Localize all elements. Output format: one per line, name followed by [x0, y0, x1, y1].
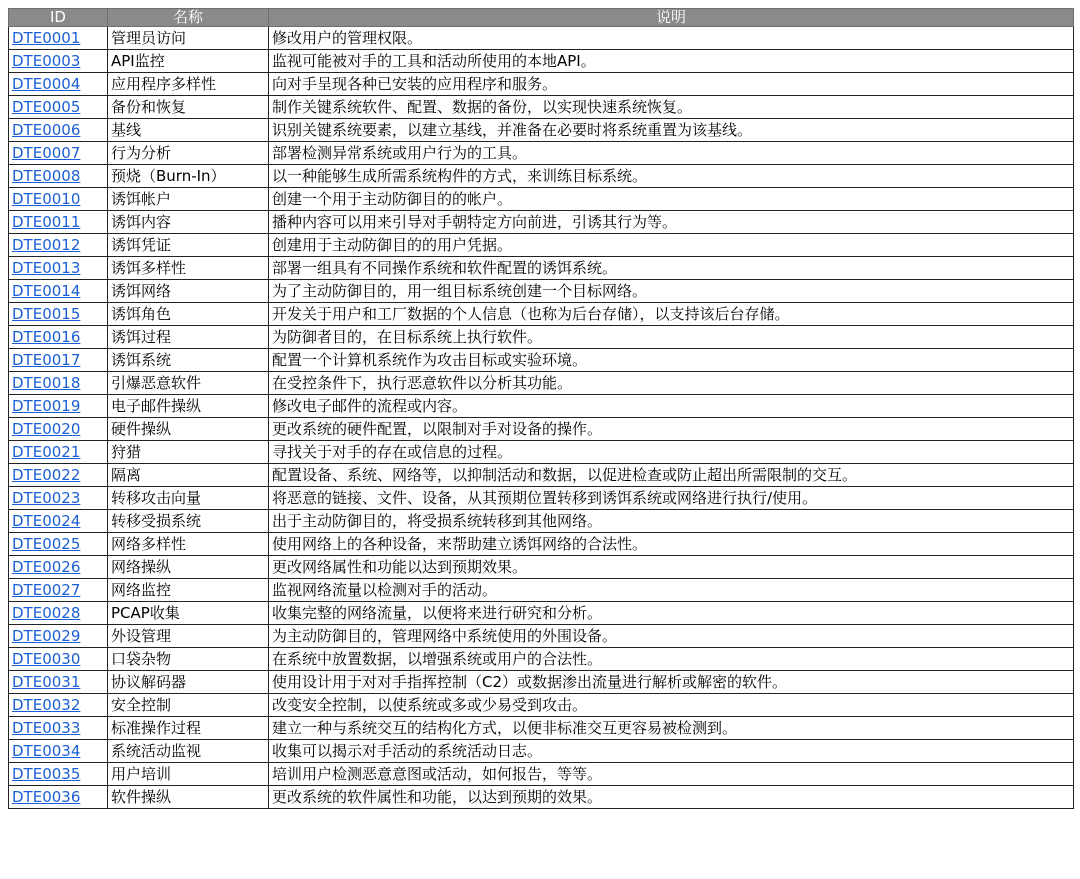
technique-name: PCAP收集 — [108, 602, 269, 625]
technique-name: 协议解码器 — [108, 671, 269, 694]
technique-name: 诱饵过程 — [108, 326, 269, 349]
technique-description: 更改系统的硬件配置，以限制对手对设备的操作。 — [269, 418, 1074, 441]
id-cell — [9, 717, 108, 740]
table-row — [9, 786, 1074, 809]
technique-id-link[interactable]: DTE0018 — [12, 374, 81, 392]
technique-name: 网络多样性 — [108, 533, 269, 556]
technique-name: 诱饵系统 — [108, 349, 269, 372]
technique-name: 基线 — [108, 119, 269, 142]
technique-description: 以一种能够生成所需系统构件的方式，来训练目标系统。 — [269, 165, 1074, 188]
technique-description: 改变安全控制，以使系统或多或少易受到攻击。 — [269, 694, 1074, 717]
technique-id-link[interactable]: DTE0010 — [12, 190, 81, 208]
technique-id-link[interactable]: DTE0022 — [12, 466, 81, 484]
header-description: 说明 — [269, 9, 1074, 27]
technique-id-link[interactable]: DTE0017 — [12, 351, 81, 369]
technique-description: 开发关于用户和工厂数据的个人信息（也称为后台存储），以支持该后台存储。 — [269, 303, 1074, 326]
technique-description: 制作关键系统软件、配置、数据的备份，以实现快速系统恢复。 — [269, 96, 1074, 119]
technique-description: 收集完整的网络流量，以便将来进行研究和分析。 — [269, 602, 1074, 625]
table-body — [9, 27, 1074, 809]
technique-description: 建立一种与系统交互的结构化方式，以便非标准交互更容易被检测到。 — [269, 717, 1074, 740]
technique-description: 更改系统的软件属性和功能，以达到预期的效果。 — [269, 786, 1074, 809]
table-row — [9, 73, 1074, 96]
table-row — [9, 27, 1074, 50]
table-row — [9, 349, 1074, 372]
technique-id-link[interactable]: DTE0028 — [12, 604, 81, 622]
id-cell — [9, 257, 108, 280]
table-row — [9, 211, 1074, 234]
technique-description: 在系统中放置数据，以增强系统或用户的合法性。 — [269, 648, 1074, 671]
technique-id-link[interactable]: DTE0011 — [12, 213, 81, 231]
technique-description: 播种内容可以用来引导对手朝特定方向前进，引诱其行为等。 — [269, 211, 1074, 234]
id-cell — [9, 234, 108, 257]
technique-id-link[interactable]: DTE0025 — [12, 535, 81, 553]
technique-name: 网络操纵 — [108, 556, 269, 579]
technique-id-link[interactable]: DTE0019 — [12, 397, 81, 415]
table-row — [9, 763, 1074, 786]
table-row — [9, 487, 1074, 510]
dte-table — [8, 8, 1074, 809]
technique-id-link[interactable]: DTE0006 — [12, 121, 81, 139]
technique-description: 为防御者目的，在目标系统上执行软件。 — [269, 326, 1074, 349]
table-row — [9, 142, 1074, 165]
table-row — [9, 372, 1074, 395]
technique-id-link[interactable]: DTE0034 — [12, 742, 81, 760]
technique-id-link[interactable]: DTE0001 — [12, 29, 81, 47]
id-cell — [9, 96, 108, 119]
technique-name: 诱饵凭证 — [108, 234, 269, 257]
id-cell — [9, 142, 108, 165]
id-cell — [9, 786, 108, 809]
table-row — [9, 96, 1074, 119]
technique-name: 软件操纵 — [108, 786, 269, 809]
id-cell — [9, 50, 108, 73]
id-cell — [9, 188, 108, 211]
table-row — [9, 694, 1074, 717]
id-cell — [9, 464, 108, 487]
technique-name: 行为分析 — [108, 142, 269, 165]
technique-id-link[interactable]: DTE0007 — [12, 144, 81, 162]
technique-id-link[interactable]: DTE0036 — [12, 788, 81, 806]
technique-id-link[interactable]: DTE0015 — [12, 305, 81, 323]
technique-name: 诱饵网络 — [108, 280, 269, 303]
table-row — [9, 418, 1074, 441]
id-cell — [9, 763, 108, 786]
table-row — [9, 257, 1074, 280]
technique-id-link[interactable]: DTE0021 — [12, 443, 81, 461]
header-row — [9, 9, 1074, 27]
technique-description: 配置设备、系统、网络等，以抑制活动和数据，以促进检查或防止超出所需限制的交互。 — [269, 464, 1074, 487]
technique-id-link[interactable]: DTE0024 — [12, 512, 81, 530]
table-row — [9, 165, 1074, 188]
table-row — [9, 395, 1074, 418]
technique-name: 转移受损系统 — [108, 510, 269, 533]
id-cell — [9, 510, 108, 533]
technique-id-link[interactable]: DTE0014 — [12, 282, 81, 300]
table-row — [9, 602, 1074, 625]
id-cell — [9, 372, 108, 395]
id-cell — [9, 119, 108, 142]
technique-name: 诱饵角色 — [108, 303, 269, 326]
technique-name: 备份和恢复 — [108, 96, 269, 119]
table-row — [9, 441, 1074, 464]
table-header — [9, 9, 1074, 27]
technique-description: 为主动防御目的，管理网络中系统使用的外围设备。 — [269, 625, 1074, 648]
technique-description: 部署一组具有不同操作系统和软件配置的诱饵系统。 — [269, 257, 1074, 280]
technique-id-link[interactable]: DTE0030 — [12, 650, 81, 668]
table-row — [9, 50, 1074, 73]
technique-name: 口袋杂物 — [108, 648, 269, 671]
id-cell — [9, 625, 108, 648]
technique-description: 使用网络上的各种设备，来帮助建立诱饵网络的合法性。 — [269, 533, 1074, 556]
technique-id-link[interactable]: DTE0020 — [12, 420, 81, 438]
technique-id-link[interactable]: DTE0004 — [12, 75, 81, 93]
table-row — [9, 533, 1074, 556]
technique-name: API监控 — [108, 50, 269, 73]
table-row — [9, 648, 1074, 671]
id-cell — [9, 441, 108, 464]
table-row — [9, 556, 1074, 579]
table-row — [9, 326, 1074, 349]
table-row — [9, 303, 1074, 326]
dte-table-container — [8, 8, 1073, 809]
technique-id-link[interactable]: DTE0012 — [12, 236, 81, 254]
id-cell — [9, 303, 108, 326]
technique-id-link[interactable]: DTE0008 — [12, 167, 81, 185]
technique-name: 标准操作过程 — [108, 717, 269, 740]
table-row — [9, 119, 1074, 142]
technique-description: 创建一个用于主动防御目的的帐户。 — [269, 188, 1074, 211]
table-row — [9, 464, 1074, 487]
technique-name: 系统活动监视 — [108, 740, 269, 763]
technique-name: 诱饵多样性 — [108, 257, 269, 280]
technique-id-link[interactable]: DTE0033 — [12, 719, 81, 737]
technique-name: 硬件操纵 — [108, 418, 269, 441]
technique-id-link[interactable]: DTE0032 — [12, 696, 81, 714]
technique-name: 诱饵帐户 — [108, 188, 269, 211]
id-cell — [9, 280, 108, 303]
id-cell — [9, 648, 108, 671]
technique-description: 收集可以揭示对手活动的系统活动日志。 — [269, 740, 1074, 763]
technique-name: 外设管理 — [108, 625, 269, 648]
technique-description: 向对手呈现各种已安装的应用程序和服务。 — [269, 73, 1074, 96]
id-cell — [9, 671, 108, 694]
technique-name: 预烧（Burn-In） — [108, 165, 269, 188]
technique-description: 监视网络流量以检测对手的活动。 — [269, 579, 1074, 602]
technique-name: 管理员访问 — [108, 27, 269, 50]
id-cell — [9, 165, 108, 188]
technique-description: 寻找关于对手的存在或信息的过程。 — [269, 441, 1074, 464]
table-row — [9, 717, 1074, 740]
technique-name: 网络监控 — [108, 579, 269, 602]
technique-id-link[interactable]: DTE0027 — [12, 581, 81, 599]
table-row — [9, 188, 1074, 211]
id-cell — [9, 740, 108, 763]
technique-id-link[interactable]: DTE0016 — [12, 328, 81, 346]
technique-id-link[interactable]: DTE0023 — [12, 489, 81, 507]
technique-description: 将恶意的链接、文件、设备，从其预期位置转移到诱饵系统或网络进行执行/使用。 — [269, 487, 1074, 510]
table-row — [9, 510, 1074, 533]
id-cell — [9, 395, 108, 418]
table-row — [9, 625, 1074, 648]
id-cell — [9, 533, 108, 556]
id-cell — [9, 579, 108, 602]
technique-name: 转移攻击向量 — [108, 487, 269, 510]
technique-id-link[interactable]: DTE0003 — [12, 52, 81, 70]
technique-id-link[interactable]: DTE0026 — [12, 558, 81, 576]
technique-description: 在受控条件下，执行恶意软件以分析其功能。 — [269, 372, 1074, 395]
id-cell — [9, 602, 108, 625]
technique-description: 配置一个计算机系统作为攻击目标或实验环境。 — [269, 349, 1074, 372]
id-cell — [9, 27, 108, 50]
technique-name: 隔离 — [108, 464, 269, 487]
id-cell — [9, 556, 108, 579]
technique-description: 修改用户的管理权限。 — [269, 27, 1074, 50]
technique-description: 使用设计用于对对手指挥控制（C2）或数据渗出流量进行解析或解密的软件。 — [269, 671, 1074, 694]
table-row — [9, 234, 1074, 257]
technique-description: 培训用户检测恶意意图或活动，如何报告，等等。 — [269, 763, 1074, 786]
technique-id-link[interactable]: DTE0035 — [12, 765, 81, 783]
id-cell — [9, 694, 108, 717]
technique-id-link[interactable]: DTE0029 — [12, 627, 81, 645]
technique-id-link[interactable]: DTE0005 — [12, 98, 81, 116]
technique-id-link[interactable]: DTE0031 — [12, 673, 81, 691]
id-cell — [9, 349, 108, 372]
technique-description: 为了主动防御目的，用一组目标系统创建一个目标网络。 — [269, 280, 1074, 303]
technique-name: 诱饵内容 — [108, 211, 269, 234]
technique-name: 安全控制 — [108, 694, 269, 717]
technique-name: 引爆恶意软件 — [108, 372, 269, 395]
header-name: 名称 — [108, 9, 269, 27]
id-cell — [9, 73, 108, 96]
table-row — [9, 579, 1074, 602]
technique-id-link[interactable]: DTE0013 — [12, 259, 81, 277]
table-row — [9, 280, 1074, 303]
id-cell — [9, 211, 108, 234]
technique-name: 狩猎 — [108, 441, 269, 464]
table-row — [9, 671, 1074, 694]
technique-name: 用户培训 — [108, 763, 269, 786]
id-cell — [9, 418, 108, 441]
table-row — [9, 740, 1074, 763]
technique-description: 更改网络属性和功能以达到预期效果。 — [269, 556, 1074, 579]
technique-description: 创建用于主动防御目的的用户凭据。 — [269, 234, 1074, 257]
technique-description: 监视可能被对手的工具和活动所使用的本地API。 — [269, 50, 1074, 73]
technique-description: 修改电子邮件的流程或内容。 — [269, 395, 1074, 418]
technique-name: 应用程序多样性 — [108, 73, 269, 96]
technique-description: 识别关键系统要素，以建立基线，并准备在必要时将系统重置为该基线。 — [269, 119, 1074, 142]
id-cell — [9, 326, 108, 349]
id-cell — [9, 487, 108, 510]
technique-description: 出于主动防御目的，将受损系统转移到其他网络。 — [269, 510, 1074, 533]
header-id: ID — [9, 9, 108, 27]
technique-description: 部署检测异常系统或用户行为的工具。 — [269, 142, 1074, 165]
technique-name: 电子邮件操纵 — [108, 395, 269, 418]
